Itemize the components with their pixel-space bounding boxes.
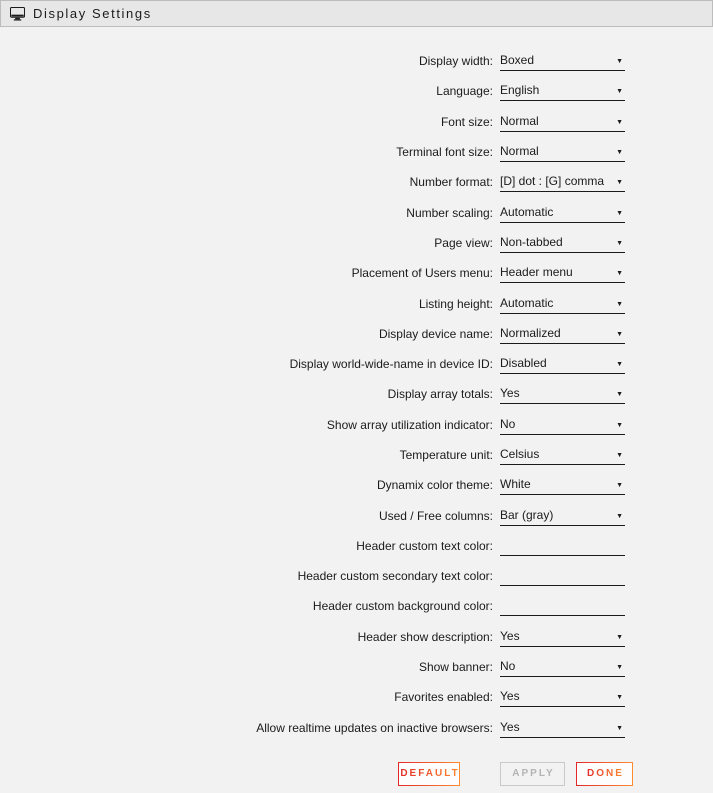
dropdown-arrow-icon: ▼ [616,58,623,66]
terminal-font-size-label: Terminal font size: [396,145,493,160]
display-array-totals-select[interactable] [500,385,625,404]
dropdown-arrow-icon: ▼ [616,694,623,702]
dropdown-arrow-icon: ▼ [616,118,623,126]
users-menu-placement-select[interactable] [500,264,625,283]
page-view-control [500,233,625,253]
dropdown-arrow-icon: ▼ [616,179,623,187]
header-custom-text-color-input[interactable] [500,538,625,556]
dropdown-arrow-icon: ▼ [616,270,623,278]
header-custom-background-color-label: Header custom background color: [312,599,493,614]
font-size-label: Font size: [440,114,493,129]
display-wwn-in-device-id-label: Display world-wide-name in device ID: [289,357,493,372]
used-free-columns-select[interactable] [500,507,625,526]
show-banner-control [500,657,625,677]
form-row-favorites-enabled [0,682,713,712]
display-width-control [500,51,625,71]
number-format-select[interactable] [500,173,625,192]
display-wwn-in-device-id-control [500,354,625,374]
dynamix-color-theme-select[interactable] [500,476,625,495]
show-banner-select[interactable] [500,658,625,677]
form-row-users-menu-placement [0,258,713,288]
page-view-select[interactable] [500,234,625,253]
array-utilization-indicator-control [500,415,625,435]
realtime-updates-inactive-browsers-control [500,718,625,738]
display-array-totals-label: Display array totals: [387,387,493,402]
dropdown-arrow-icon: ▼ [616,209,623,217]
realtime-updates-inactive-browsers-label: Allow realtime updates on inactive browsers: [256,720,493,735]
default-button-label: DEFAULT [400,768,460,780]
favorites-enabled-label: Favorites enabled: [394,690,493,705]
display-array-totals-control [500,384,625,404]
used-free-columns-control [500,506,625,526]
form-row-header-custom-secondary-text-color [0,561,713,591]
dropdown-arrow-icon: ▼ [616,391,623,399]
dynamix-color-theme-label: Dynamix color theme: [376,478,493,493]
default-button[interactable] [398,762,460,786]
array-utilization-indicator-select[interactable] [500,416,625,435]
apply-button[interactable] [500,762,565,786]
realtime-updates-inactive-browsers-select[interactable] [500,719,625,738]
form-row-header-custom-text-color [0,531,713,561]
dropdown-arrow-icon: ▼ [616,300,623,308]
done-button[interactable] [576,762,633,786]
dropdown-arrow-icon: ▼ [616,724,623,732]
apply-button-label: APPLY [512,768,555,780]
display-width-select[interactable] [500,52,625,71]
dropdown-arrow-icon: ▼ [616,88,623,96]
form-row-realtime-updates-inactive-browsers [0,713,713,743]
dropdown-arrow-icon: ▼ [616,149,623,157]
header-show-description-select[interactable] [500,628,625,647]
dropdown-arrow-icon: ▼ [616,421,623,429]
font-size-select[interactable] [500,113,625,132]
header-custom-secondary-text-color-label: Header custom secondary text color: [297,569,493,584]
settings-form [0,27,713,743]
favorites-enabled-control [500,687,625,707]
form-row-used-free-columns [0,500,713,530]
dropdown-arrow-icon: ▼ [616,482,623,490]
language-control [500,81,625,101]
header-custom-background-color-input[interactable] [500,598,625,616]
users-menu-placement-label: Placement of Users menu: [351,266,493,281]
listing-height-label: Listing height: [418,296,493,311]
display-width-label: Display width: [418,54,493,69]
listing-height-select[interactable] [500,295,625,314]
dropdown-arrow-icon: ▼ [616,239,623,247]
form-row-display-device-name [0,319,713,349]
form-row-terminal-font-size [0,137,713,167]
language-label: Language: [436,84,493,99]
form-row-header-custom-background-color [0,591,713,621]
page-view-label: Page view: [434,235,493,250]
display-device-name-select[interactable] [500,325,625,344]
dropdown-arrow-icon: ▼ [616,633,623,641]
form-row-dynamix-color-theme [0,470,713,500]
form-row-header-show-description [0,622,713,652]
dropdown-arrow-icon: ▼ [616,452,623,459]
form-row-display-width [0,46,713,76]
listing-height-control [500,294,625,314]
favorites-enabled-select[interactable] [500,688,625,707]
header-custom-background-color-control [500,597,625,617]
form-row-page-view [0,228,713,258]
display-wwn-in-device-id-select[interactable] [500,355,625,374]
dropdown-arrow-icon: ▼ [616,664,623,672]
actions-bar [0,762,713,786]
temperature-unit-control [500,445,625,465]
number-scaling-label: Number scaling: [406,205,493,220]
header-custom-text-color-control [500,536,625,556]
terminal-font-size-control [500,142,625,162]
form-row-number-scaling [0,197,713,227]
language-select[interactable] [500,82,625,101]
display-device-name-label: Display device name: [378,326,493,341]
header-show-description-control [500,627,625,647]
number-format-label: Number format: [409,175,493,190]
dropdown-arrow-icon: ▼ [616,512,623,520]
dropdown-arrow-icon: ▼ [616,361,623,369]
users-menu-placement-control [500,263,625,283]
form-row-temperature-unit [0,440,713,470]
form-row-language [0,76,713,106]
header-custom-text-color-label: Header custom text color: [356,538,493,553]
done-button-label: DONE [587,768,624,780]
form-row-listing-height [0,288,713,318]
display-monitor-icon [10,7,25,21]
form-row-display-wwn-in-device-id [0,349,713,379]
page-title: Display Settings [33,6,152,21]
display-device-name-control [500,324,625,344]
number-scaling-select[interactable] [500,204,625,223]
terminal-font-size-select[interactable] [500,143,625,162]
number-format-control [500,172,625,192]
dynamix-color-theme-control [500,475,625,495]
form-row-display-array-totals [0,379,713,409]
show-banner-label: Show banner: [418,660,493,675]
form-row-show-banner [0,652,713,682]
form-row-font-size [0,107,713,137]
form-row-number-format [0,167,713,197]
font-size-control [500,112,625,132]
form-row-array-utilization-indicator [0,410,713,440]
array-utilization-indicator-label: Show array utilization indicator: [326,417,493,432]
header-show-description-label: Header show description: [357,629,493,644]
header-custom-secondary-text-color-input[interactable] [500,568,625,586]
temperature-unit-select[interactable] [500,446,625,465]
used-free-columns-label: Used / Free columns: [378,508,493,523]
page-titlebar [0,0,713,27]
dropdown-arrow-icon: ▼ [616,330,623,338]
number-scaling-control [500,203,625,223]
temperature-unit-label: Temperature unit: [399,448,493,462]
header-custom-secondary-text-color-control [500,566,625,586]
